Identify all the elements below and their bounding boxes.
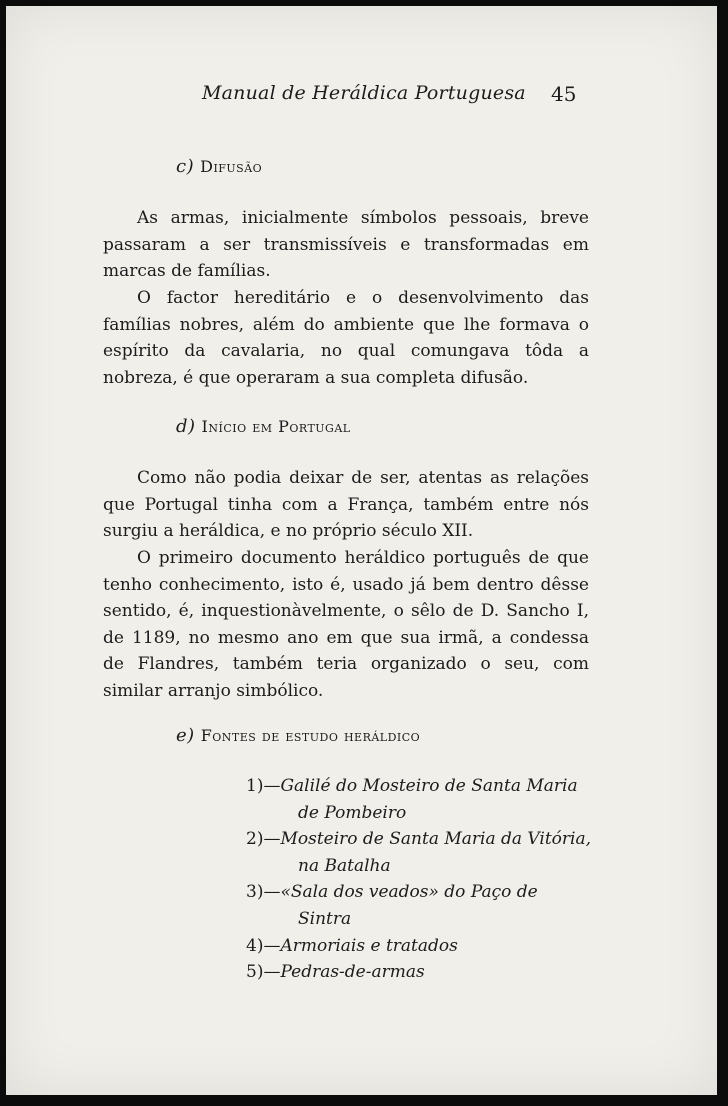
- paragraph: Como não podia deixar de ser, atentas as relações que Portugal tinha com a França, também entre nós surgiu a heráldica, e no próprio século XII.: [103, 468, 589, 542]
- list-item: 4)—Armoriais e tratados: [246, 935, 458, 956]
- section-heading-inicio: [176, 416, 351, 437]
- book-page: [6, 6, 717, 1095]
- paragraph: O primeiro documento heráldico português de que tenho conhecimento, isto é, usado já bem dentro dêsse sentido, é, inquestionàvelmente, o sêlo de D. Sancho I, de 1189, no mesmo ano em que sua irmã, a condessa de Flandres, também teria organizado o seu, com similar arranjo simbólico.: [103, 548, 589, 701]
- section-title: Início em Portugal: [201, 417, 351, 436]
- section-title: Difusão: [200, 157, 263, 176]
- section-heading-fontes: [176, 725, 420, 746]
- list-item: 2)—Mosteiro de Santa Maria da Vitória, na Batalha: [246, 829, 592, 876]
- page-number: 45: [551, 82, 577, 106]
- section-label: e): [176, 725, 195, 746]
- paragraph: As armas, inicialmente símbolos pessoais, breve passaram a ser transmissíveis e transformadas em marcas de famílias.: [103, 208, 589, 282]
- paragraph: O factor hereditário e o desenvolvimento das famílias nobres, além do ambiente que lhe formava o espírito da cavalaria, no qual comungava tôda a nobreza, é que operaram a sua completa difusão.: [103, 288, 589, 388]
- sources-list: [246, 773, 591, 986]
- section-label: c): [176, 156, 195, 177]
- list-item: 3)—«Sala dos veados» do Paço de Sintra: [246, 882, 538, 929]
- list-item: 5)—Pedras-de-armas: [246, 962, 425, 983]
- list-item: 1)—Galilé do Mosteiro de Santa Maria de Pombeiro: [246, 776, 578, 823]
- section-label: d): [176, 416, 196, 437]
- running-title: Manual de Heráldica Portuguesa: [202, 82, 526, 104]
- section-title: Fontes de estudo heráldico: [200, 726, 421, 745]
- section-heading-difusao: [176, 156, 262, 177]
